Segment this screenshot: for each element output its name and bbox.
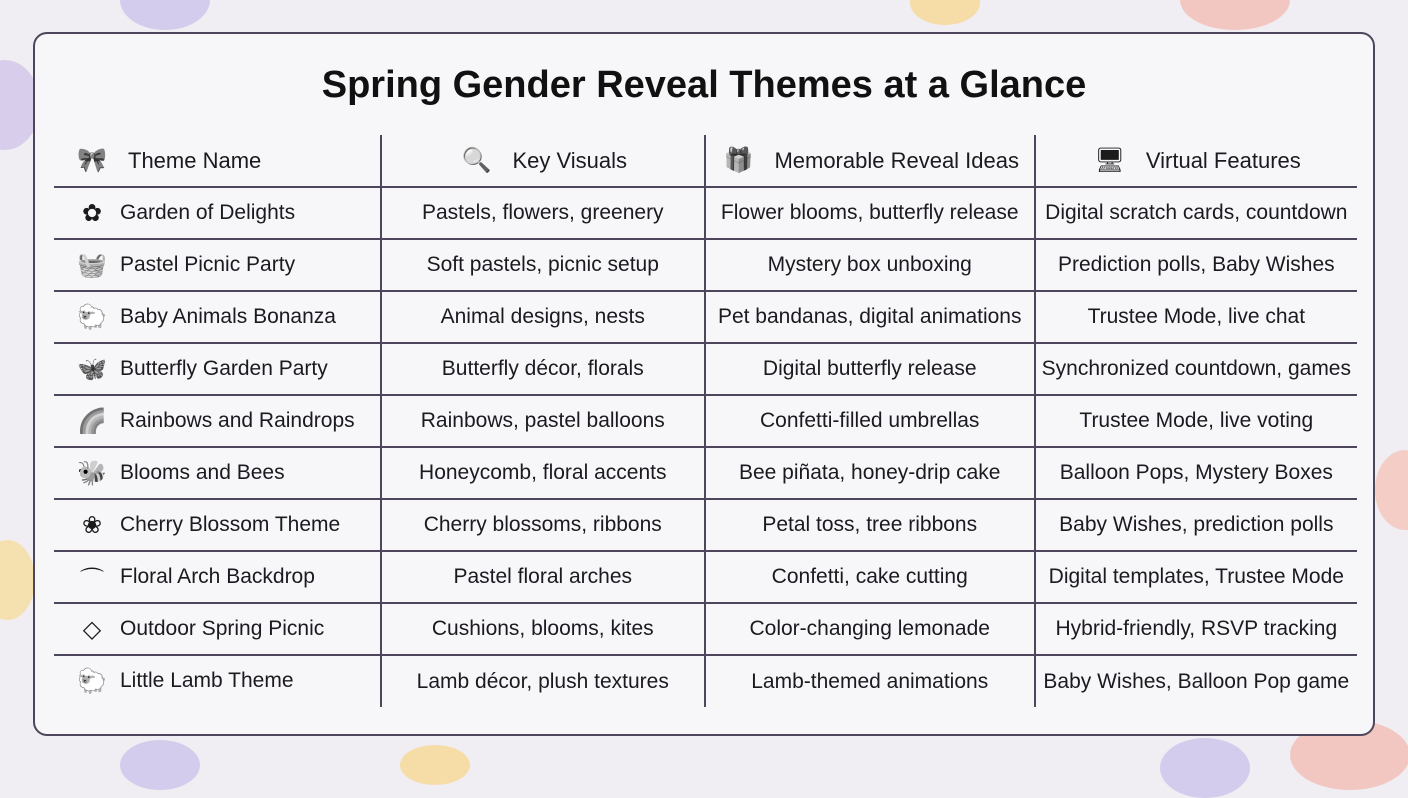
cherry-blossom-icon: ❀: [81, 511, 103, 539]
theme-name: Butterfly Garden Party: [120, 356, 328, 380]
theme-name-cell: [54, 603, 381, 655]
virtual-features-cell: Baby Wishes, prediction polls: [1035, 499, 1357, 551]
theme-name-cell: [54, 447, 381, 499]
gift-icon: 🎁: [723, 147, 754, 174]
rainbow-icon: 🌈: [77, 407, 107, 435]
theme-name: Garden of Delights: [120, 200, 296, 224]
themes-table: [54, 135, 1357, 707]
reveal-ideas-cell: Flower blooms, butterfly release: [705, 187, 1035, 239]
column-header-label: Virtual Features: [1145, 147, 1301, 173]
column-header-label: Theme Name: [128, 147, 262, 173]
reveal-ideas-cell: Bee piñata, honey-drip cake: [705, 447, 1035, 499]
lamb-icon: 🐑: [77, 668, 107, 695]
theme-name-cell: [54, 187, 381, 239]
column-header-label: Key Visuals: [512, 147, 628, 173]
virtual-features-cell: Synchronized countdown, games: [1035, 343, 1357, 395]
picnic-basket-icon: 🧺: [77, 251, 107, 279]
sheep-icon: 🐑: [77, 303, 107, 331]
virtual-features-cell: Digital scratch cards, countdown: [1035, 187, 1357, 239]
column-header: [1035, 135, 1357, 187]
table-row: [54, 343, 1357, 395]
table-row: [54, 551, 1357, 603]
virtual-features-cell: Hybrid-friendly, RSVP tracking: [1035, 603, 1357, 655]
reveal-ideas-cell: Digital butterfly release: [705, 343, 1035, 395]
key-visuals-cell: Butterfly décor, florals: [381, 343, 705, 395]
virtual-features-cell: Digital templates, Trustee Mode: [1035, 551, 1357, 603]
key-visuals-cell: Lamb décor, plush textures: [381, 655, 705, 707]
virtual-features-cell: Trustee Mode, live chat: [1035, 291, 1357, 343]
floral-arch-icon: ⌒: [80, 566, 104, 594]
bow-icon: 🎀: [77, 147, 107, 174]
theme-name-cell: [54, 655, 381, 707]
key-visuals-cell: Rainbows, pastel balloons: [381, 395, 705, 447]
key-visuals-cell: Cushions, blooms, kites: [381, 603, 705, 655]
key-visuals-cell: Cherry blossoms, ribbons: [381, 499, 705, 551]
theme-name: Pastel Picnic Party: [120, 252, 296, 276]
reveal-ideas-cell: Petal toss, tree ribbons: [705, 499, 1035, 551]
theme-name-cell: [54, 395, 381, 447]
theme-name: Rainbows and Raindrops: [120, 408, 355, 432]
butterfly-icon: 🦋: [77, 355, 107, 383]
column-header-label: Memorable Reveal Ideas: [774, 147, 1020, 173]
theme-name: Outdoor Spring Picnic: [120, 616, 325, 640]
key-visuals-cell: Animal designs, nests: [381, 291, 705, 343]
theme-name: Blooms and Bees: [120, 460, 285, 484]
table-row: [54, 655, 1357, 707]
table-row: [54, 187, 1357, 239]
table-row: [54, 499, 1357, 551]
reveal-ideas-cell: Mystery box unboxing: [705, 239, 1035, 291]
column-header: [705, 135, 1035, 187]
table-row: [54, 291, 1357, 343]
theme-name-cell: [54, 343, 381, 395]
table-row: [54, 603, 1357, 655]
theme-name: Little Lamb Theme: [120, 669, 294, 693]
theme-name: Baby Animals Bonanza: [120, 304, 336, 328]
virtual-features-cell: Balloon Pops, Mystery Boxes: [1035, 447, 1357, 499]
column-header: [54, 135, 381, 187]
reveal-ideas-cell: Confetti, cake cutting: [705, 551, 1035, 603]
theme-name-cell: [54, 499, 381, 551]
table-row: [54, 447, 1357, 499]
monitor-icon: 🖥: [1094, 147, 1126, 174]
reveal-ideas-cell: Pet bandanas, digital animations: [705, 291, 1035, 343]
virtual-features-cell: Prediction polls, Baby Wishes: [1035, 239, 1357, 291]
page-title: Spring Gender Reveal Themes at a Glance: [321, 64, 1087, 106]
theme-name-cell: [54, 551, 381, 603]
kite-icon: ◇: [82, 615, 102, 643]
virtual-features-cell: Baby Wishes, Balloon Pop game: [1043, 669, 1350, 693]
themes-card: [33, 32, 1375, 736]
key-visuals-cell: Pastel floral arches: [381, 551, 705, 603]
reveal-ideas-cell: Confetti-filled umbrellas: [705, 395, 1035, 447]
table-row: [54, 395, 1357, 447]
reveal-ideas-cell: Color-changing lemonade: [705, 603, 1035, 655]
key-visuals-cell: Soft pastels, picnic setup: [381, 239, 705, 291]
theme-name: Cherry Blossom Theme: [120, 512, 341, 536]
bee-flower-icon: 🐝: [77, 459, 107, 487]
theme-name-cell: [54, 291, 381, 343]
key-visuals-cell: Pastels, flowers, greenery: [381, 187, 705, 239]
table-row: [54, 239, 1357, 291]
column-header: [381, 135, 705, 187]
magnifier-icon: 🔍: [461, 147, 492, 174]
virtual-features-cell: Trustee Mode, live voting: [1035, 395, 1357, 447]
theme-name-cell: [54, 239, 381, 291]
flower-icon: ✿: [81, 199, 103, 227]
theme-name: Floral Arch Backdrop: [120, 564, 315, 588]
key-visuals-cell: Honeycomb, floral accents: [381, 447, 705, 499]
reveal-ideas-cell: Lamb-themed animations: [705, 655, 1035, 707]
